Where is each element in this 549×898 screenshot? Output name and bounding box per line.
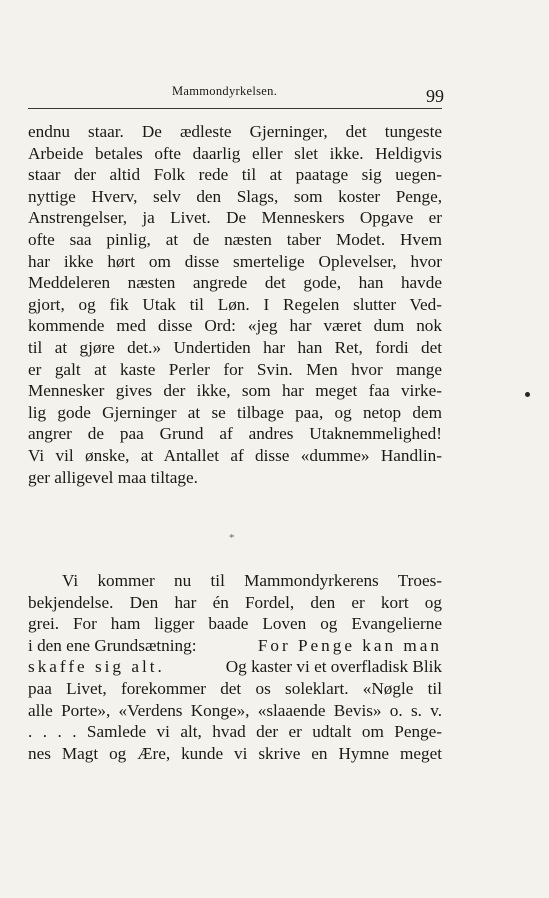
text-line: endnu staar. De ædleste Gjerninger, det tungeste [28, 122, 442, 141]
text-line: Vi vil ønske, at Antallet af disse «dumme» Handlin- [28, 445, 442, 465]
text-line: har ikke hørt om disse smertelige Oplevelser, hvor [28, 251, 442, 271]
text-line: angrer de paa Grund af andres Utaknemmelighed! [28, 424, 442, 444]
text-line: grei. For ham ligger baade Loven og Evangelierne [28, 614, 442, 634]
motto-spaced-text: skaffe sig alt. [28, 657, 165, 677]
text-line-motto [28, 635, 442, 657]
text-line: paa Livet, forekommer det os soleklart. «Nøgle til [28, 678, 442, 698]
running-title: Mammondyrkelsen. [172, 84, 278, 98]
paragraph-2 [28, 570, 442, 764]
text-line: Meddeleren næsten angrede det gode, han havde [28, 273, 442, 293]
page-header [28, 82, 442, 109]
text-line: kommende med disse Ord: «jeg har været dum nok [28, 316, 442, 336]
text-line: nes Magt og Ære, kunde vi skrive en Hymne meget [28, 743, 442, 763]
text-line: gjort, og fik Utak til Løn. I Regelen slutter Ved- [28, 294, 442, 314]
text-line: nyttige Hverv, selv den Slags, som koster Penge, [28, 186, 442, 206]
text-line: lig gode Gjerninger at se tilbage paa, og netop dem [28, 402, 442, 422]
page-number: 99 [426, 86, 444, 106]
paragraph-1 [28, 121, 442, 488]
motto-spaced-text: For Penge kan man [257, 635, 442, 655]
margin-dot [525, 392, 530, 397]
text-line: Vi kommer nu til Mammondyrkerens Troes- [62, 571, 442, 590]
text-span: i den ene Grundsætning: [28, 635, 197, 655]
text-line: alle Porte», «Verdens Konge», «slaaende Bevis» o. s. v. [28, 700, 442, 720]
text-line: er galt at kaste Perler for Svin. Men hvor mange [28, 359, 442, 379]
text-line: ofte saa pinlig, at de næsten taber Modet. Hvem [28, 229, 442, 249]
text-line: staar der altid Folk rede til at paatage sig uegen- [28, 165, 442, 185]
text-line: Mennesker gives der ikke, som har meget faa virke- [28, 381, 442, 401]
text-line: . . . . Samlede vi alt, hvad der er udtalt om Penge- [28, 722, 442, 742]
text-span: Og kaster vi et overfladisk Blik [225, 657, 442, 677]
text-line: Anstrengelser, ja Livet. De Menneskers Opgave er [28, 208, 442, 228]
section-separator-asterisk: * [229, 532, 235, 544]
text-line: bekjendelse. Den har én Fordel, den er kort og [28, 592, 442, 612]
text-line: til at gjøre det.» Undertiden har han Ret, fordi det [28, 337, 442, 357]
text-line-motto [28, 656, 442, 678]
text-line-last: ger alligevel maa tiltage. [28, 467, 198, 487]
text-line: Arbeide betales ofte daarlig eller slet ikke. Heldigvis [28, 143, 442, 163]
